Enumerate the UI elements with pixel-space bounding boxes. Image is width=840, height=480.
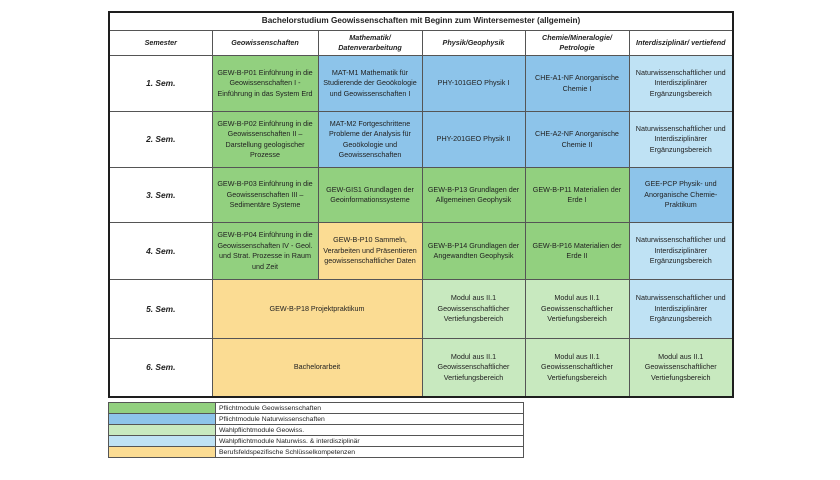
module-cell: PHY-201GEO Physik II: [422, 112, 525, 168]
legend-table: [108, 402, 524, 458]
module-cell: GEW-B-P14 Grundlagen der Angewandten Geophysik: [422, 223, 525, 280]
module-cell: GEW-B-P11 Materialien der Erde I: [525, 168, 629, 223]
header-chemie-line1: Chemie/Mineralogie/: [542, 32, 612, 42]
legend-label: Wahlpflichtmodule Naturwiss. & interdisziplinär: [216, 436, 524, 447]
module-cell: Naturwissenschaftlicher und Interdisziplinärer Ergänzungsbereich: [629, 112, 733, 168]
semester-label: 1. Sem.: [109, 56, 212, 112]
header-mathematik-line2: Datenverarbeitung: [338, 43, 402, 52]
header-mathematik: [318, 31, 422, 56]
legend-row: [109, 447, 524, 458]
table-row: [109, 223, 733, 280]
header-chemie-line2: Petrologie: [559, 43, 595, 52]
module-cell: GEW-B-P01 Einführung in die Geowissenschaften I - Einführung in das System Erd: [212, 56, 318, 112]
table-row: [109, 168, 733, 223]
legend-row: [109, 414, 524, 425]
module-cell: GEW-B-P10 Sammeln, Verarbeiten und Präsentieren geowissenschaftlicher Daten: [318, 223, 422, 280]
module-cell: Modul aus II.1 Geowissenschaftlicher Vertiefungsbereich: [525, 339, 629, 398]
module-cell: Bachelorarbeit: [212, 339, 422, 398]
header-physik: Physik/Geophysik: [422, 31, 525, 56]
header-geowissenschaften: Geowissenschaften: [212, 31, 318, 56]
semester-label: 5. Sem.: [109, 280, 212, 339]
module-cell: Naturwissenschaftlicher und Interdisziplinärer Ergänzungsbereich: [629, 56, 733, 112]
legend-label: Wahlpflichtmodule Geowiss.: [216, 425, 524, 436]
table-row: [109, 112, 733, 168]
semester-label: 2. Sem.: [109, 112, 212, 168]
module-cell: Modul aus II.1 Geowissenschaftlicher Vertiefungsbereich: [422, 280, 525, 339]
legend-row: [109, 425, 524, 436]
module-cell: Modul aus II.1 Geowissenschaftlicher Vertiefungsbereich: [629, 339, 733, 398]
module-cell: Modul aus II.1 Geowissenschaftlicher Vertiefungsbereich: [422, 339, 525, 398]
header-chemie: [525, 31, 629, 56]
module-cell: GEE-PCP Physik- und Anorganische Chemie-Praktikum: [629, 168, 733, 223]
legend-row: [109, 403, 524, 414]
module-cell: GEW-B-P03 Einführung in die Geowissenschaften III – Sedimentäre Systeme: [212, 168, 318, 223]
module-cell: GEW-B-P18 Projektpraktikum: [212, 280, 422, 339]
legend-swatch: [109, 414, 216, 425]
legend-swatch: [109, 425, 216, 436]
module-cell: Modul aus II.1 Geowissenschaftlicher Vertiefungsbereich: [525, 280, 629, 339]
module-cell: GEW-B-P13 Grundlagen der Allgemeinen Geophysik: [422, 168, 525, 223]
table-row: [109, 339, 733, 398]
legend-label: Pflichtmodule Naturwissenschaften: [216, 414, 524, 425]
semester-label: 6. Sem.: [109, 339, 212, 398]
legend-row: [109, 436, 524, 447]
module-cell: CHE-A1-NF Anorganische Chemie I: [525, 56, 629, 112]
legend-swatch: [109, 436, 216, 447]
legend-label: Pflichtmodule Geowissenschaften: [216, 403, 524, 414]
legend-label: Berufsfeldspezifische Schlüsselkompetenzen: [216, 447, 524, 458]
table-row: [109, 280, 733, 339]
header-mathematik-line1: Mathematik/: [349, 32, 391, 42]
header-semester: Semester: [109, 31, 212, 56]
semester-label: 4. Sem.: [109, 223, 212, 280]
module-cell: GEW-B-P02 Einführung in die Geowissenschaften II – Darstellung geologischer Prozesse: [212, 112, 318, 168]
study-plan-table: [108, 11, 734, 398]
table-row: [109, 56, 733, 112]
module-cell: PHY-101GEO Physik I: [422, 56, 525, 112]
module-cell: GEW-B-P16 Materialien der Erde II: [525, 223, 629, 280]
module-cell: MAT-M1 Mathematik für Studierende der Geoökologie und Geowissenschaften I: [318, 56, 422, 112]
legend-swatch: [109, 447, 216, 458]
module-cell: GEW-B-P04 Einführung in die Geowissenschaften IV - Geol. und Strat. Prozesse in Raum und Zeit: [212, 223, 318, 280]
module-cell: MAT-M2 Fortgeschrittene Probleme der Analysis für Geoökologie und Geowissenschaften: [318, 112, 422, 168]
table-title: Bachelorstudium Geowissenschaften mit Beginn zum Wintersemester (allgemein): [109, 12, 733, 31]
legend-swatch: [109, 403, 216, 414]
module-cell: CHE-A2-NF Anorganische Chemie II: [525, 112, 629, 168]
module-cell: GEW-GIS1 Grundlagen der Geoinformationssysteme: [318, 168, 422, 223]
module-cell: Naturwissenschaftlicher und Interdisziplinärer Ergänzungsbereich: [629, 280, 733, 339]
module-cell: Naturwissenschaftlicher und Interdisziplinärer Ergänzungsbereich: [629, 223, 733, 280]
header-interdisziplinaer: Interdisziplinär/ vertiefend: [629, 31, 733, 56]
semester-label: 3. Sem.: [109, 168, 212, 223]
